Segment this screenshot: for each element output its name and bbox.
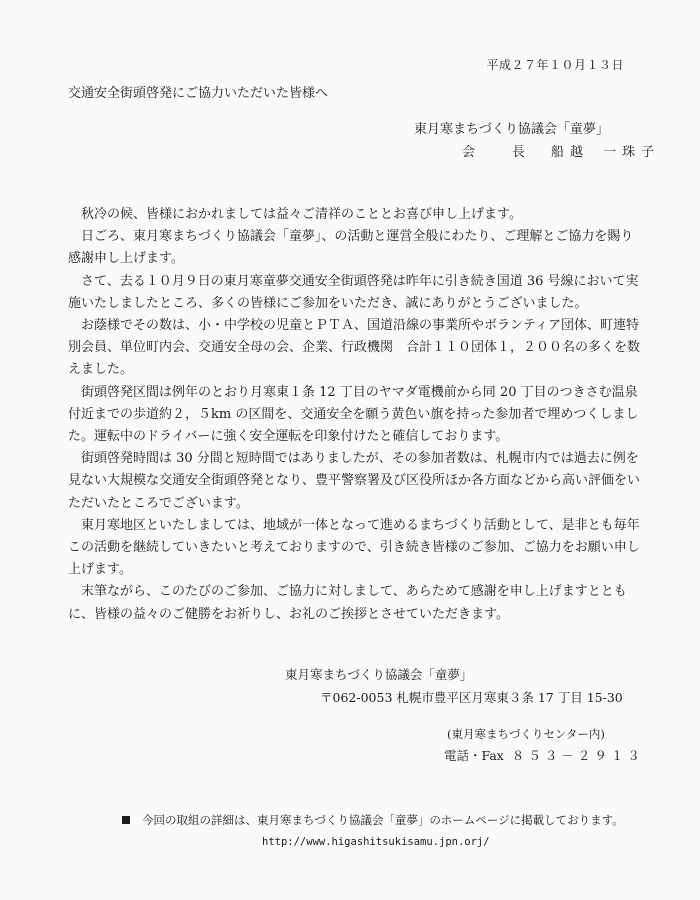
square-bullet-icon <box>122 816 130 824</box>
sender-surname: 船越 <box>551 145 590 160</box>
footer-phone <box>444 746 644 764</box>
phone-label: 電話・Fax <box>444 748 504 763</box>
body-paragraph: 東月寒地区といたしましては、地域が一体となって進めるまちづくり活動として、是非とも毎年この活動を継続していきたいと考えておりますので、引き続き皆様のご参加、ご協力をお願い申し上げます。 <box>68 517 640 578</box>
sender-given-name: 一珠子 <box>603 145 661 160</box>
body-paragraph: 街頭啓発区間は例年のとおり月寒東１条 12 丁目のヤマダ電機前から同 20 丁目のつきさむ温泉付近までの歩道約２，５km の区間を、交通安全を願う黄色い旗を持った参加者で埋めつくしました。運転中のドライバーに強く安全運転を印象付けたと確信しております。 <box>68 384 639 445</box>
body-paragraph: さて、去る１０月９日の東月寒童夢交通安全街頭啓発は昨年に引き続き国道 36 号線において実施いたしましたところ、多くの皆様にご参加をいただき、誠にありがとうございました。 <box>68 273 639 311</box>
body-paragraph: お蔭様でその数は、小・中学校の児童とＰＴＡ、国道沿線の事業所やボランティア団体、町連特別会員、単位町内会、交通安全母の会、企業、行政機関 合計１１０団体１，２００名の多くを数えました。 <box>68 318 641 378</box>
footer-center-note: (東月寒まちづくりセンター内) <box>447 727 605 741</box>
homepage-note <box>122 812 624 828</box>
sender-organization: 東月寒まちづくり協議会「童夢」 <box>414 122 609 137</box>
homepage-url[interactable]: http://www.higashitsukisamu.jpn.orj/ <box>262 836 490 848</box>
letter-body <box>68 204 640 626</box>
body-paragraph: 街頭啓発時間は 30 分間と短時間ではありましたが、その参加者数は、札幌市内では過去に例を見ない大規模な交通安全街頭啓発となり、豊平警察署及び区役所ほか各方面などから高い評価をいただいたところでございます。 <box>68 451 641 511</box>
sender-signature <box>462 141 660 160</box>
body-paragraph: 秋冷の候、皆様におかれましては益々ご清祥のこととお喜び申し上げます。 <box>81 207 522 222</box>
footer-organization: 東月寒まちづくり協議会「童夢」 <box>285 667 473 682</box>
footer-address: 〒062-0053 札幌市豊平区月寒東３条 17 丁目 15-30 <box>320 690 623 705</box>
homepage-note-text: 今回の取組の詳細は、東月寒まちづくり協議会「童夢」のホームページに掲載しております。 <box>142 813 624 827</box>
sender-title: 会 長 <box>462 145 538 160</box>
body-paragraph: 日ごろ、東月寒まちづくり協議会「童夢」、の活動と運営全般にわたり、ご理解とご協力を賜り感謝申し上げます。 <box>68 229 634 267</box>
sender-person <box>551 141 660 160</box>
letter-date: 平成２７年１０月１３日 <box>486 58 624 72</box>
body-paragraph: 末筆ながら、このたびのご参加、ご協力に対しまして、あらためて感謝を申し上げますとともに、皆様の益々のご健勝をお祈りし、お礼のご挨拶とさせていただきます。 <box>68 584 627 622</box>
phone-number: ８５３－２９１３ <box>511 748 644 763</box>
addressee-line: 交通安全街頭啓発にご協力いただいた皆様へ <box>68 86 329 101</box>
